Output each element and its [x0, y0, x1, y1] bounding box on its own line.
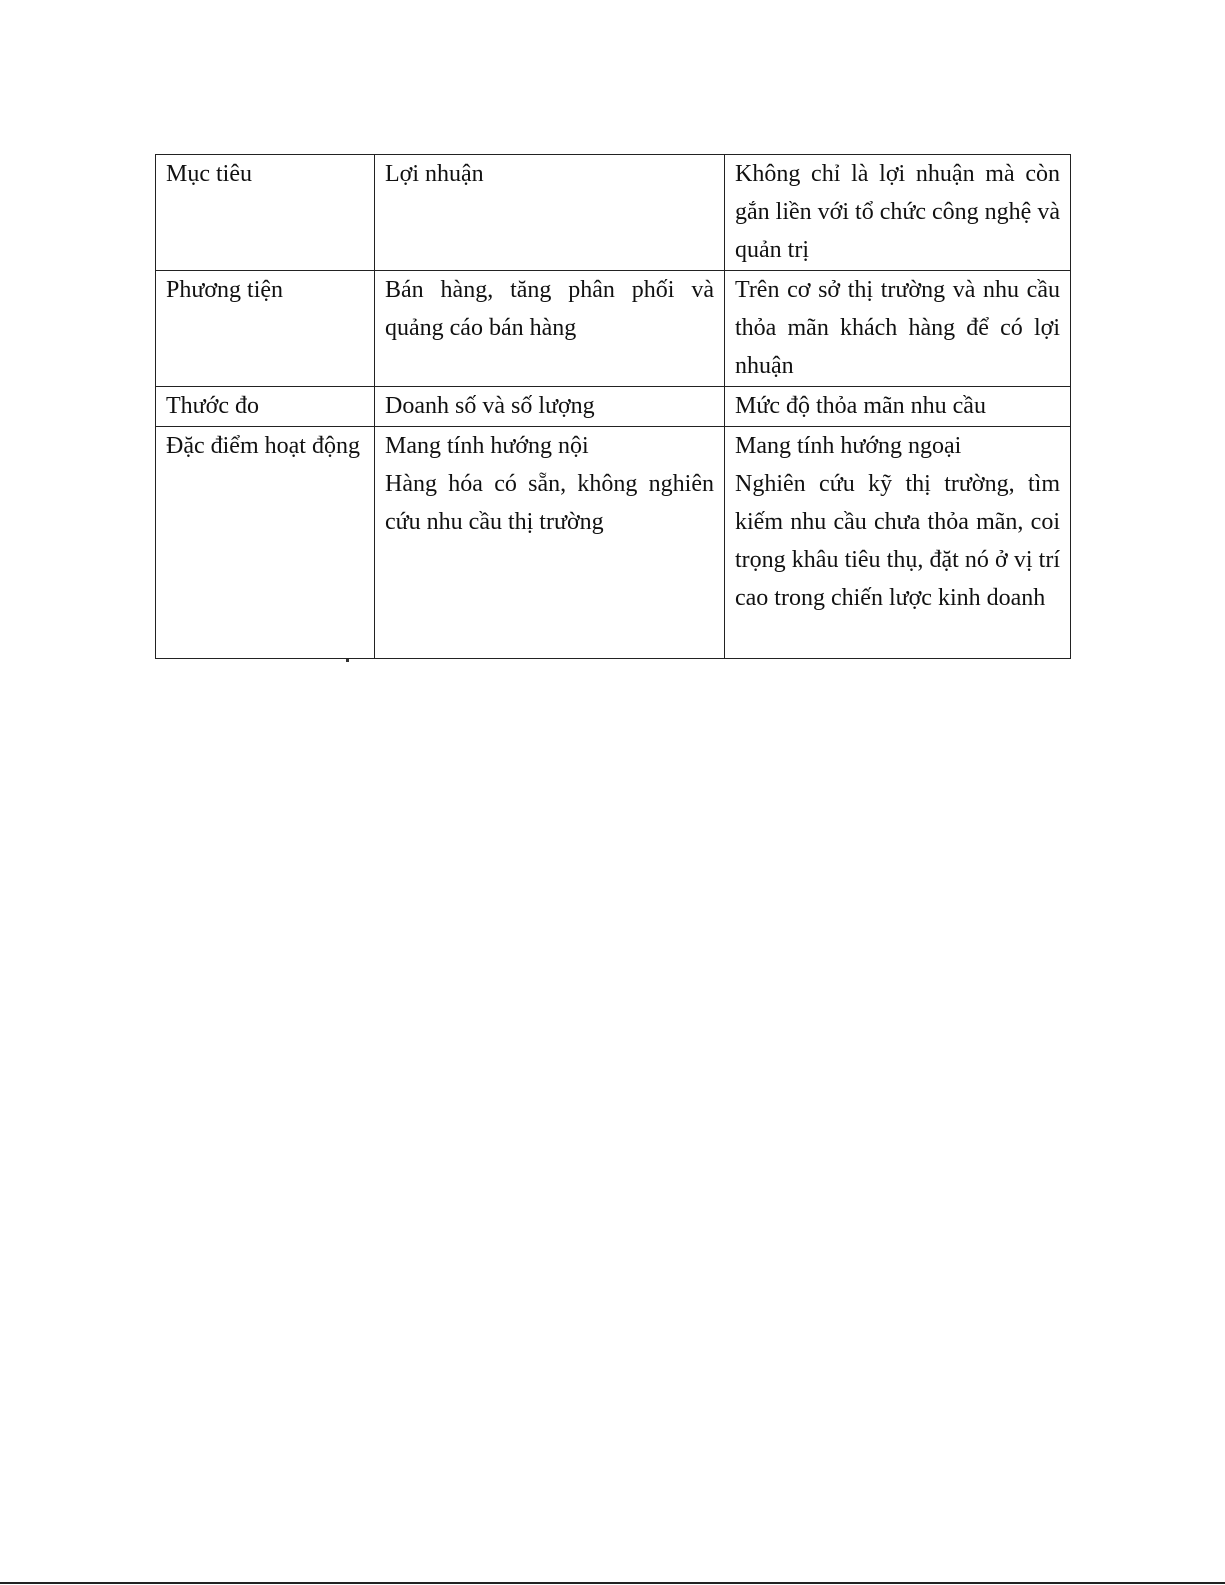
comparison-table	[155, 154, 1071, 659]
old-concept-cell	[375, 427, 725, 659]
table-row-objective	[156, 155, 1071, 271]
old-concept-text: Hàng hóa có sẵn, không nghiên cứu nhu cầu thị trường	[385, 471, 714, 535]
new-concept-text: Nghiên cứu kỹ thị trường, tìm kiếm nhu cầu chưa thỏa mãn, coi trọng khâu tiêu thụ, đặt nó ở vị trí cao trong chiến lược kinh doanh	[735, 471, 1060, 611]
criterion-label: Thước đo	[166, 393, 260, 419]
criterion-cell	[156, 155, 375, 271]
table-row-means	[156, 271, 1071, 387]
page-bottom-edge	[0, 1582, 1225, 1584]
new-concept-text: Mức độ thỏa mãn nhu cầu	[735, 393, 986, 419]
old-concept-cell	[375, 387, 725, 427]
criterion-label: Phương tiện	[166, 277, 284, 303]
old-concept-cell	[375, 271, 725, 387]
new-concept-cell	[725, 427, 1071, 659]
old-concept-text: Lợi nhuận	[385, 161, 484, 187]
criterion-cell	[156, 387, 375, 427]
new-concept-cell	[725, 387, 1071, 427]
new-concept-heading: Mang tính hướng ngoại	[735, 433, 962, 459]
criterion-cell	[156, 427, 375, 659]
old-concept-text: Doanh số và số lượng	[385, 393, 595, 419]
table-row-characteristics	[156, 427, 1071, 659]
new-concept-cell	[725, 271, 1071, 387]
new-concept-text: Trên cơ sở thị trường và nhu cầu thỏa mãn khách hàng để có lợi nhuận	[735, 277, 1060, 379]
criterion-cell	[156, 271, 375, 387]
old-concept-heading: Mang tính hướng nội	[385, 433, 589, 459]
criterion-label: Đặc điểm hoạt động	[166, 433, 360, 459]
old-concept-cell	[375, 155, 725, 271]
new-concept-text: Không chỉ là lợi nhuận mà còn gắn liền với tổ chức công nghệ và quản trị	[735, 161, 1060, 263]
new-concept-cell	[725, 155, 1071, 271]
stray-mark	[346, 659, 349, 662]
criterion-label: Mục tiêu	[166, 161, 252, 187]
table-row-measure	[156, 387, 1071, 427]
old-concept-text: Bán hàng, tăng phân phối và quảng cáo bán hàng	[385, 277, 714, 341]
